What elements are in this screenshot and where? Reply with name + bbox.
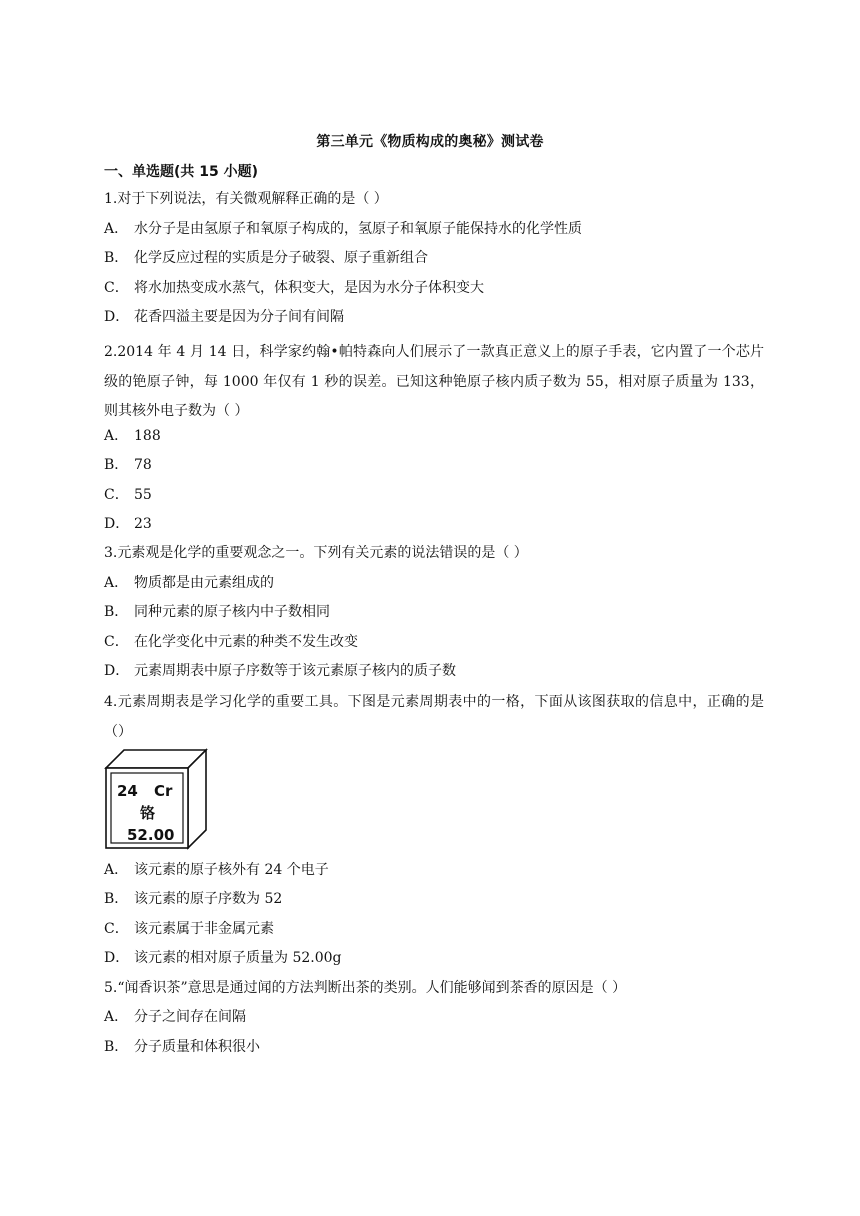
option-letter: C． <box>104 921 129 937</box>
option-text: 188 <box>134 428 161 444</box>
option-text: 该元素属于非金属元素 <box>134 921 274 937</box>
cell-atomic-number: 24 <box>117 782 138 800</box>
option-letter: B． <box>104 604 129 620</box>
question-1-option-b[interactable] <box>104 249 428 267</box>
option-text: 78 <box>134 457 152 473</box>
question-1-option-a[interactable] <box>104 220 582 238</box>
option-text: 该元素的相对原子质量为 52.00g <box>134 950 342 966</box>
option-text: 元素周期表中原子序数等于该元素原子核内的质子数 <box>134 663 456 679</box>
option-text: 花香四溢主要是因为分子间有间隔 <box>134 309 344 325</box>
option-letter: B． <box>104 250 129 266</box>
question-2-option-c[interactable] <box>104 486 152 504</box>
option-letter: A． <box>104 221 129 237</box>
option-text: 在化学变化中元素的种类不发生改变 <box>134 634 358 650</box>
question-4-option-c[interactable] <box>104 920 274 938</box>
question-2-option-d[interactable] <box>104 515 152 533</box>
option-letter: B． <box>104 457 129 473</box>
question-4-option-b[interactable] <box>104 890 282 908</box>
question-3-option-b[interactable] <box>104 603 330 621</box>
option-letter: C． <box>104 487 129 503</box>
option-letter: A． <box>104 575 129 591</box>
option-text: 化学反应过程的实质是分子破裂、原子重新组合 <box>134 250 428 266</box>
question-2-stem: 2.2014 年 4 月 14 日，科学家约翰•帕特森向人们展示了一款真正意义上的原子手表，它内置了一个芯片级的铯原子钟，每 1000 年仅有 1 秒的误差。已知这种铯原子核内质子数为 55，相对原子质量为 133，则其核外电子数为（ ） <box>104 344 764 419</box>
question-1-option-c[interactable] <box>104 279 484 297</box>
question-3-option-a[interactable] <box>104 574 274 592</box>
question-4-stem: 4.元素周期表是学习化学的重要工具。下图是元素周期表中的一格，下面从该图获取的信息中，正确的是（） <box>104 694 764 740</box>
option-letter: C． <box>104 634 129 650</box>
periodic-cell-box <box>104 748 208 850</box>
option-text: 该元素的原子核外有 24 个电子 <box>134 862 329 878</box>
option-text: 23 <box>134 516 152 532</box>
cell-symbol: Cr <box>154 782 173 800</box>
question-5-stem: 5.“闻香识茶”意思是通过闻的方法判断出茶的类别。人们能够闻到茶香的原因是（ ） <box>104 980 627 996</box>
option-text: 分子之间存在间隔 <box>134 1009 246 1025</box>
question-1-stem: 1.对于下列说法，有关微观解释正确的是（ ） <box>104 191 388 207</box>
option-letter: A． <box>104 1009 129 1025</box>
option-letter: D． <box>104 950 130 966</box>
option-letter: D． <box>104 516 130 532</box>
option-text: 分子质量和体积很小 <box>134 1039 260 1055</box>
option-text: 水分子是由氢原子和氧原子构成的，氢原子和氧原子能保持水的化学性质 <box>134 221 582 237</box>
question-4-option-d[interactable] <box>104 949 342 967</box>
option-letter: A． <box>104 862 129 878</box>
option-text: 物质都是由元素组成的 <box>134 575 274 591</box>
option-letter: B． <box>104 1039 129 1055</box>
question-3-stem: 3.元素观是化学的重要观念之一。下列有关元素的说法错误的是（ ） <box>104 545 528 561</box>
question-5-option-b[interactable] <box>104 1038 260 1056</box>
option-letter: C． <box>104 280 129 296</box>
option-text: 55 <box>134 487 152 503</box>
question-3-option-c[interactable] <box>104 633 358 651</box>
option-letter: A． <box>104 428 129 444</box>
option-letter: D． <box>104 663 130 679</box>
option-text: 同种元素的原子核内中子数相同 <box>134 604 330 620</box>
page-title: 第三单元《物质构成的奥秘》测试卷 <box>316 134 544 150</box>
question-2-option-b[interactable] <box>104 456 152 474</box>
question-5-option-a[interactable] <box>104 1008 246 1026</box>
question-2-option-a[interactable] <box>104 427 161 445</box>
option-text: 将水加热变成水蒸气，体积变大，是因为水分子体积变大 <box>134 280 484 296</box>
cell-mass: 52.00 <box>127 826 175 844</box>
section-heading: 一、单选题(共 15 小题) <box>104 164 259 180</box>
option-letter: D． <box>104 309 130 325</box>
periodic-table-cell-figure <box>104 748 208 850</box>
cell-name: 铬 <box>140 804 156 822</box>
question-1-option-d[interactable] <box>104 308 344 326</box>
option-letter: B． <box>104 891 129 907</box>
question-3-option-d[interactable] <box>104 662 456 680</box>
question-4-option-a[interactable] <box>104 861 329 879</box>
option-text: 该元素的原子序数为 52 <box>134 891 283 907</box>
